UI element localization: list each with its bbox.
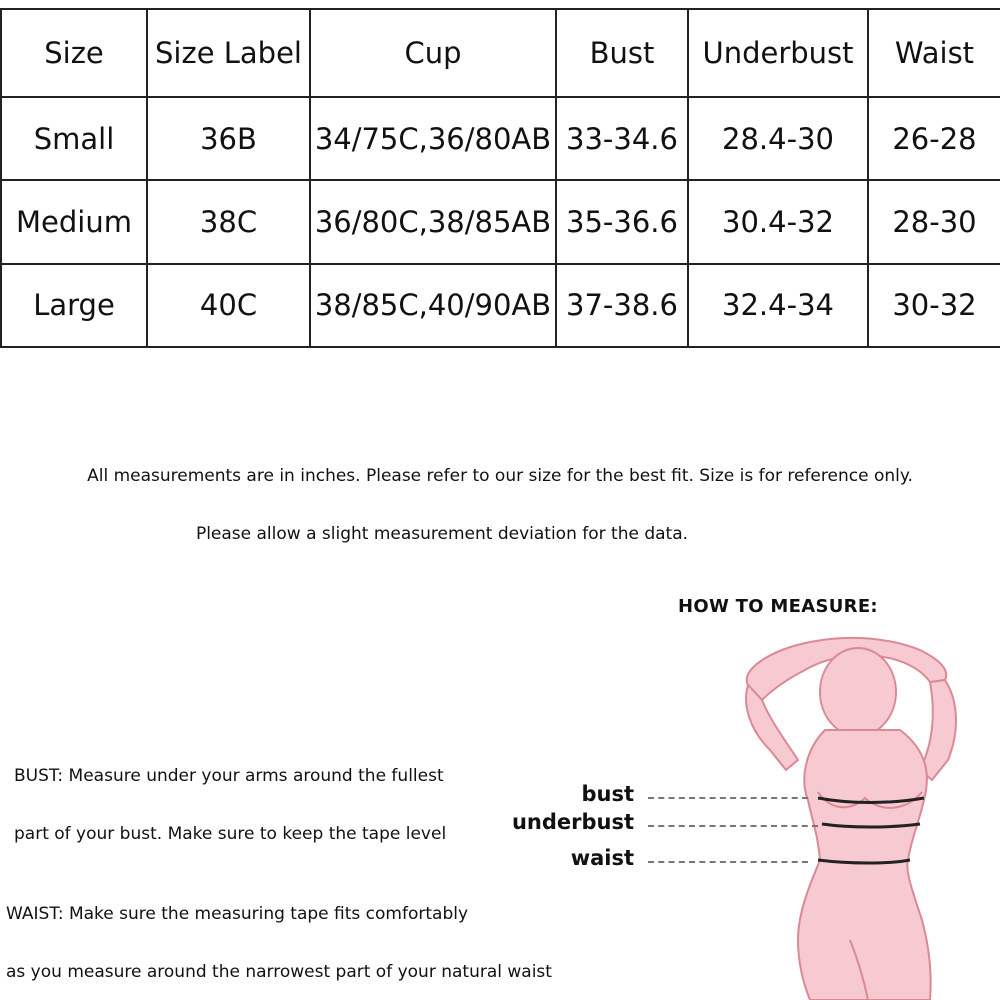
cell-size-label: 40C	[147, 264, 310, 347]
header-size-label: Size Label	[147, 9, 310, 97]
size-chart-table	[0, 8, 1000, 348]
cell-underbust: 30.4-32	[688, 180, 868, 263]
waist-instruction-line-2: as you measure around the narrowest part of your natural waist	[6, 962, 552, 982]
header-underbust: Underbust	[688, 9, 868, 97]
table-row	[1, 180, 1000, 263]
bust-instruction-line-1: BUST: Measure under your arms around the fullest	[14, 766, 444, 786]
cell-cup: 38/85C,40/90AB	[310, 264, 556, 347]
cell-size: Medium	[1, 180, 147, 263]
measurement-note: All measurements are in inches. Please refer to our size for the best fit. Size is for reference only.	[87, 466, 913, 486]
deviation-note: Please allow a slight measurement deviation for the data.	[195, 524, 689, 544]
waist-instruction-line-1: WAIST: Make sure the measuring tape fits comfortably	[6, 904, 469, 924]
header-size: Size	[1, 9, 147, 97]
header-cup: Cup	[310, 9, 556, 97]
underbust-label: underbust	[511, 810, 634, 834]
bust-instruction-line-2: part of your bust. Make sure to keep the tape level	[14, 824, 447, 844]
cell-underbust: 28.4-30	[688, 97, 868, 180]
underbust-dashed-line	[648, 825, 818, 827]
how-to-measure-title: HOW TO MEASURE:	[678, 596, 878, 617]
bust-dashed-line	[648, 797, 808, 799]
cell-underbust: 32.4-34	[688, 264, 868, 347]
cell-size: Large	[1, 264, 147, 347]
cell-bust: 37-38.6	[556, 264, 688, 347]
header-bust: Bust	[556, 9, 688, 97]
table-row	[1, 97, 1000, 180]
header-waist: Waist	[868, 9, 1000, 97]
cell-waist: 26-28	[868, 97, 1000, 180]
body-figure-illustration	[700, 620, 1000, 1000]
head-shape	[820, 648, 896, 736]
cell-size: Small	[1, 97, 147, 180]
cell-bust: 33-34.6	[556, 97, 688, 180]
cell-size-label: 38C	[147, 180, 310, 263]
torso-shape	[798, 730, 931, 1000]
left-arm-shape	[746, 685, 798, 770]
cell-size-label: 36B	[147, 97, 310, 180]
waist-label: waist	[570, 846, 634, 870]
cell-bust: 35-36.6	[556, 180, 688, 263]
cell-cup: 36/80C,38/85AB	[310, 180, 556, 263]
bust-label: bust	[581, 782, 634, 806]
table-row	[1, 264, 1000, 347]
table-header-row	[1, 9, 1000, 97]
cell-waist: 28-30	[868, 180, 1000, 263]
cell-cup: 34/75C,36/80AB	[310, 97, 556, 180]
waist-dashed-line	[648, 861, 808, 863]
cell-waist: 30-32	[868, 264, 1000, 347]
